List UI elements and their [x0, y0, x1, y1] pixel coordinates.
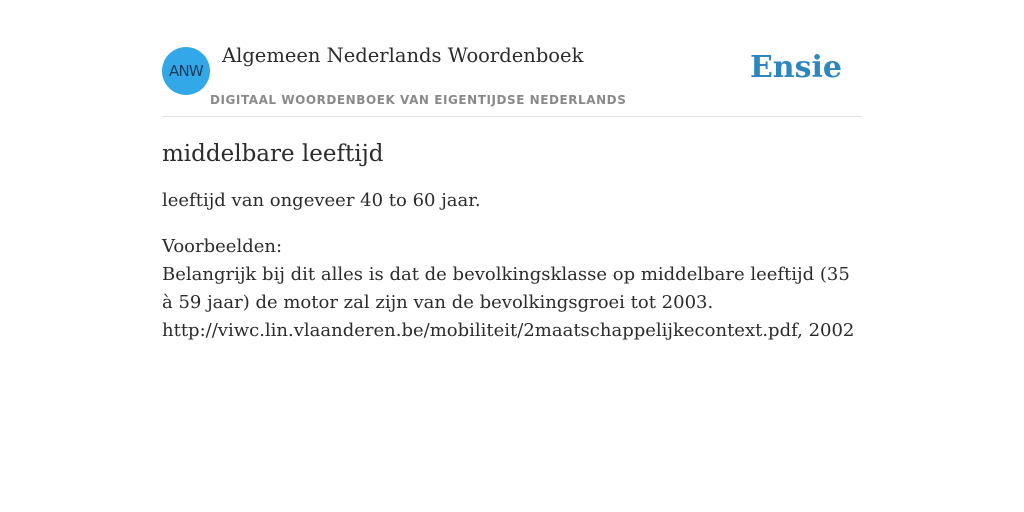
site-subtitle: DIGITAAL WOORDENBOEK VAN EIGENTIJDSE NEDERLANDS [210, 93, 627, 107]
entry-content [162, 136, 862, 345]
entry-term: middelbare leeftijd [162, 141, 384, 167]
example-source: http://viwc.lin.vlaanderen.be/mobiliteit/2maatschappelijkecontext.pdf, 2002 [162, 320, 855, 341]
example-sentence: Belangrijk bij dit alles is dat de bevolkingsklasse op middelbare leeftijd (35 à 59 jaar) de motor zal zijn van de bevolkingsgroei tot 2003. [162, 264, 850, 313]
anw-logo[interactable] [162, 47, 210, 95]
entry-definition: leeftijd van ongeveer 40 to 60 jaar. [162, 190, 481, 211]
site-header [162, 0, 862, 117]
examples-label: Voorbeelden: [162, 236, 283, 257]
examples-section [162, 233, 862, 345]
logo-text: ANW [169, 62, 203, 80]
site-title[interactable]: Algemeen Nederlands Woordenboek [222, 44, 584, 67]
ensie-brand-link[interactable]: Ensie [749, 50, 842, 85]
